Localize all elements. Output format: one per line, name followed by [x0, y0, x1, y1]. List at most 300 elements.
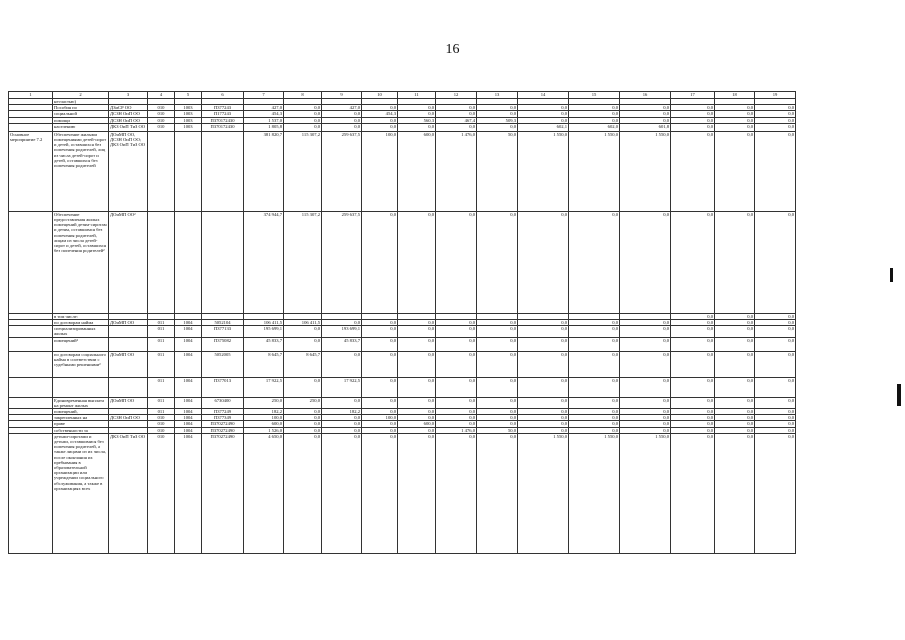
table-cell: собственности за [53, 427, 109, 433]
table-cell: 100,0 [362, 131, 398, 211]
table-cell: 0,0 [518, 211, 569, 313]
table-cell: в том числе: [53, 313, 109, 319]
table-cell: 0,0 [284, 117, 322, 123]
table-cell: 1003 [175, 117, 202, 123]
table-cell: 0,0 [671, 337, 715, 351]
table-cell: 0,0 [284, 377, 322, 397]
table-cell [148, 131, 175, 211]
table-cell: 0,0 [322, 427, 362, 433]
column-header: 15 [569, 92, 620, 99]
table-cell: 4 650,0 [244, 433, 284, 553]
table-cell: П377013 [202, 377, 244, 397]
table-cell: 0,0 [284, 409, 322, 415]
table-cell: 0,0 [671, 377, 715, 397]
table-cell: 011 [148, 337, 175, 351]
table-cell: 0,0 [518, 111, 569, 117]
table-cell: 0,0 [671, 313, 715, 319]
column-header: 13 [477, 92, 518, 99]
table-cell: 0,0 [436, 415, 477, 421]
table-cell: 010 [148, 427, 175, 433]
table-cell: 0,0 [715, 117, 755, 123]
table-cell: 0,0 [398, 409, 436, 415]
table-cell [53, 377, 109, 397]
table-cell: 0,0 [715, 409, 755, 415]
table-cell: 011 [148, 409, 175, 415]
table-cell: 601,8 [620, 123, 671, 131]
table-cell: 6730400 [202, 397, 244, 408]
table-cell: 8 645,7 [244, 351, 284, 377]
table-cell: 0,0 [569, 337, 620, 351]
table-cell: 0,0 [620, 320, 671, 326]
table-cell: 600,0 [244, 421, 284, 427]
table-cell: 0,0 [569, 320, 620, 326]
table-cell: 0,0 [620, 111, 671, 117]
table-cell: 1 550,0 [569, 131, 620, 211]
table-cell: 381 820,7 [244, 131, 284, 211]
table-cell: 0,0 [755, 415, 796, 421]
table-cell: 1003 [175, 105, 202, 111]
table-cell: П370172430 [202, 117, 244, 123]
column-header: 18 [715, 92, 755, 99]
table-cell: 010 [148, 415, 175, 421]
column-header: 19 [755, 92, 796, 99]
table-cell [9, 351, 53, 377]
table-cell: 0,0 [620, 409, 671, 415]
table-cell: 010 [148, 123, 175, 131]
table-cell: 0,0 [436, 320, 477, 326]
table-cell: 0,0 [755, 427, 796, 433]
table-cell: закрепленных на [53, 415, 109, 421]
table-cell: 0,0 [477, 123, 518, 131]
table-cell: 600,0 [398, 131, 436, 211]
table-cell: 50,0 [477, 427, 518, 433]
table-cell: 0,0 [671, 105, 715, 111]
table-cell: 1 550,0 [518, 433, 569, 553]
table-cell: 0,0 [322, 123, 362, 131]
table-cell: ДКЗ ОиП ТиЗ ОО [109, 123, 148, 131]
table-cell: 0,0 [715, 433, 755, 553]
table-cell: 0,0 [284, 326, 322, 337]
table-cell: 0,0 [436, 377, 477, 397]
table-cell: 0,0 [620, 211, 671, 313]
table-cell: 0,0 [671, 421, 715, 427]
table-cell: 0,0 [398, 105, 436, 111]
table-cell: 1 537,0 [244, 117, 284, 123]
table-cell: 1003 [175, 111, 202, 117]
table-cell: 106 411,5 [284, 320, 322, 326]
table-cell: социальной [53, 111, 109, 117]
table-cell: 011 [148, 351, 175, 377]
table-cell: 010 [148, 105, 175, 111]
table-cell: помощи [53, 117, 109, 123]
table-cell [202, 131, 244, 211]
table-cell: П377243 [202, 105, 244, 111]
table-cell: 0,0 [436, 123, 477, 131]
table-row [9, 351, 796, 377]
table-cell: 0,0 [671, 409, 715, 415]
table-cell: 0,0 [362, 326, 398, 337]
table-cell: 0,0 [620, 415, 671, 421]
table-cell: ДОиМП ОО, ДСЗН ОиП ОО; ДКЗ ОиП ТиЗ ОО [109, 131, 148, 211]
table-cell: 602,1 [518, 123, 569, 131]
table-cell: 0,0 [284, 105, 322, 111]
table-cell: 0,0 [755, 421, 796, 427]
table-cell: 0,0 [569, 211, 620, 313]
table-cell: 0,0 [569, 421, 620, 427]
table-cell: 600,0 [398, 421, 436, 427]
table-cell: 0,0 [477, 111, 518, 117]
table-row [9, 326, 796, 337]
table-cell: 1004 [175, 433, 202, 553]
table-cell: 0,0 [362, 351, 398, 377]
table-cell: 0,0 [569, 397, 620, 408]
table-cell: 0,0 [569, 427, 620, 433]
table-cell: 0,0 [477, 326, 518, 337]
table-cell: 0,0 [398, 351, 436, 377]
table-cell [109, 326, 148, 337]
table-cell [175, 131, 202, 211]
table-cell: 250,0 [284, 397, 322, 408]
table-cell: 0,0 [518, 421, 569, 427]
table-cell: 0,0 [569, 326, 620, 337]
table-cell: 1003 [175, 123, 202, 131]
table-cell: 0,0 [477, 433, 518, 553]
table-cell: ДОиМП ОО [109, 397, 148, 408]
table-cell: 454,3 [362, 111, 398, 117]
table-cell: 0,0 [436, 111, 477, 117]
table-cell: 0,0 [755, 111, 796, 117]
table-cell: 1004 [175, 320, 202, 326]
table-cell: населению [53, 123, 109, 131]
table-cell: помещений, [53, 409, 109, 415]
table-cell: 0,0 [620, 337, 671, 351]
table-cell: 0,0 [436, 105, 477, 111]
table-cell: ДОиМП ОО [109, 351, 148, 377]
table-cell: 011 [148, 326, 175, 337]
table-cell: ДКЗ ОиП ТиЗ ОО [109, 433, 148, 553]
table-cell: 0,0 [755, 397, 796, 408]
table-cell: 5052005 [202, 351, 244, 377]
table-cell: 8 645,7 [284, 351, 322, 377]
table-cell: 0,0 [518, 326, 569, 337]
table-cell: 0,0 [715, 427, 755, 433]
table-cell: 106 411,5 [244, 320, 284, 326]
table-cell: 0,0 [362, 427, 398, 433]
table-cell: 0,0 [518, 351, 569, 377]
column-header: 7 [244, 92, 284, 99]
table-cell: 0,0 [755, 211, 796, 313]
table-cell: 0,0 [755, 351, 796, 377]
table-cell: П177243 [202, 111, 244, 117]
table-cell: по договорам найма [53, 320, 109, 326]
table-cell: 0,0 [362, 211, 398, 313]
table-cell: 0,0 [362, 421, 398, 427]
table-cell: 0,0 [322, 117, 362, 123]
table-cell: 0,0 [671, 326, 715, 337]
table-cell: 0,0 [755, 377, 796, 397]
table-cell: 259 637,5 [322, 211, 362, 313]
table-cell: 0,0 [398, 123, 436, 131]
table-cell: 0,0 [284, 415, 322, 421]
table-row [9, 123, 796, 131]
table-cell: 0,0 [569, 377, 620, 397]
table-cell: 0,0 [715, 123, 755, 131]
table-cell: 0,0 [518, 397, 569, 408]
table-cell: 0,0 [671, 320, 715, 326]
table-cell: 0,0 [671, 415, 715, 421]
table-cell: 0,0 [436, 351, 477, 377]
table-cell: 374 944,7 [244, 211, 284, 313]
table-cell: Единовременная выплата на ремонт жилых [53, 397, 109, 408]
table-cell: 010 [148, 433, 175, 553]
table-cell: 0,0 [322, 415, 362, 421]
table-cell: 0,0 [671, 131, 715, 211]
table-cell: 0,0 [755, 337, 796, 351]
table-row [9, 131, 796, 211]
table-cell: 0,0 [715, 211, 755, 313]
table-cell: 0,0 [398, 377, 436, 397]
table-cell: 0,0 [477, 409, 518, 415]
table-cell: 0,0 [715, 326, 755, 337]
table-cell: 1 550,0 [620, 131, 671, 211]
table-cell: 182,2 [322, 409, 362, 415]
table-cell: П377133 [202, 326, 244, 337]
table-cell: 0,0 [715, 105, 755, 111]
table-cell: 0,0 [477, 377, 518, 397]
table-cell: 0,0 [362, 105, 398, 111]
table-cell: 0,0 [284, 427, 322, 433]
column-header: 16 [620, 92, 671, 99]
column-header: 9 [322, 92, 362, 99]
table-cell: 0,0 [398, 326, 436, 337]
table-cell: 17 922,5 [322, 377, 362, 397]
table-cell: 0,0 [518, 337, 569, 351]
table-cell: 0,0 [398, 320, 436, 326]
table-cell: 259 637,5 [322, 131, 362, 211]
table-cell [9, 433, 53, 553]
column-header: 1 [9, 92, 53, 99]
table-cell: 0,0 [715, 313, 755, 319]
table-cell: 0,0 [620, 351, 671, 377]
table-cell: 509,3 [477, 117, 518, 123]
table-cell [9, 397, 53, 408]
table-cell [9, 337, 53, 351]
table-cell: 0,0 [671, 427, 715, 433]
column-header: 3 [109, 92, 148, 99]
table-cell: 0,0 [715, 111, 755, 117]
table-cell: 0,0 [477, 105, 518, 111]
table-cell: 5052104 [202, 320, 244, 326]
table-cell: 1004 [175, 409, 202, 415]
table-cell: 1004 [175, 326, 202, 337]
table-cell [175, 211, 202, 313]
table-cell: 115 307,2 [284, 211, 322, 313]
table-cell: 0,0 [284, 433, 322, 553]
table-cell [148, 211, 175, 313]
table-cell: 0,0 [436, 397, 477, 408]
table-cell: 0,0 [715, 320, 755, 326]
header-row [9, 92, 796, 99]
table-cell: 0,0 [477, 351, 518, 377]
table-cell: 193 699,1 [322, 326, 362, 337]
table-cell: 0,0 [362, 320, 398, 326]
table-cell: 0,0 [620, 117, 671, 123]
table-cell: 0,0 [569, 111, 620, 117]
table-cell: 0,0 [284, 337, 322, 351]
table-cell: 1 476,0 [436, 131, 477, 211]
column-header: 14 [518, 92, 569, 99]
table-cell: 0,0 [518, 415, 569, 421]
table-cell: несчастью) [53, 99, 109, 105]
table-cell: 0,0 [755, 326, 796, 337]
table-cell: 0,0 [436, 421, 477, 427]
table-cell: 115 307,2 [284, 131, 322, 211]
table-cell: 0,0 [715, 415, 755, 421]
table-cell: 0,0 [569, 415, 620, 421]
table-cell: 100,0 [244, 415, 284, 421]
table-cell: 0,0 [398, 433, 436, 553]
table-cell: 0,0 [715, 337, 755, 351]
table-cell: 0,0 [477, 421, 518, 427]
table-cell: 0,0 [755, 313, 796, 319]
table-cell: 250,0 [244, 397, 284, 408]
table-cell: 1 550,0 [620, 433, 671, 553]
table-cell: 1004 [175, 337, 202, 351]
table-row [9, 397, 796, 408]
table-cell: 0,0 [398, 397, 436, 408]
table-cell: 010 [148, 421, 175, 427]
table-cell: ДОиМП ОО² [109, 211, 148, 313]
table-cell: ДЗиСР ОО [109, 105, 148, 111]
table-cell: 0,0 [362, 377, 398, 397]
table-cell: 0,0 [569, 409, 620, 415]
table-cell: 0,0 [518, 320, 569, 326]
column-header: 2 [53, 92, 109, 99]
table-cell: 602,0 [569, 123, 620, 131]
table-cell: 454,3 [244, 111, 284, 117]
table-cell: ДСЗН ОиП ОО [109, 117, 148, 123]
column-header: 5 [175, 92, 202, 99]
table-cell: 0,0 [436, 337, 477, 351]
table-cell: 50,0 [477, 131, 518, 211]
table-cell: 0,0 [322, 320, 362, 326]
table-cell: 0,0 [284, 421, 322, 427]
table-cell: 45 833,7 [322, 337, 362, 351]
table-cell: ДОиМП ОО [109, 320, 148, 326]
table-cell: 0,0 [477, 415, 518, 421]
table-cell: 0,0 [518, 377, 569, 397]
table-cell: 1004 [175, 427, 202, 433]
table-cell: 1004 [175, 397, 202, 408]
table-cell: праве [53, 421, 109, 427]
table-row [9, 433, 796, 553]
table-cell: 0,0 [322, 421, 362, 427]
table-cell: 0,0 [518, 105, 569, 111]
table-cell: 1004 [175, 377, 202, 397]
table-cell: 0,0 [362, 409, 398, 415]
column-header: 11 [398, 92, 436, 99]
column-header: 8 [284, 92, 322, 99]
table-cell: 17 922,5 [244, 377, 284, 397]
table-cell: 1004 [175, 415, 202, 421]
column-header: 12 [436, 92, 477, 99]
table-cell: 0,0 [436, 433, 477, 553]
table-cell: 0,0 [755, 409, 796, 415]
table-cell: 0,0 [671, 211, 715, 313]
table-cell: 0,0 [755, 117, 796, 123]
table-cell: 011 [148, 377, 175, 397]
table-cell: 100,0 [362, 415, 398, 421]
table-cell: 1 476,0 [436, 427, 477, 433]
table-cell: П377249 [202, 409, 244, 415]
table-cell: 0,0 [620, 427, 671, 433]
table-cell: 1004 [175, 421, 202, 427]
table-cell: 0,0 [620, 421, 671, 427]
table-cell: 0,0 [671, 111, 715, 117]
table-cell: 0,0 [398, 415, 436, 421]
table-cell [109, 377, 148, 397]
table-cell: ДСЗН ОиП ОО [109, 111, 148, 117]
table-cell: 0,0 [620, 105, 671, 111]
table-row [9, 377, 796, 397]
table-cell: 0,0 [715, 397, 755, 408]
table-cell: 0,0 [518, 117, 569, 123]
table-cell: 0,0 [755, 105, 796, 111]
column-header: 6 [202, 92, 244, 99]
table-cell: 0,0 [362, 117, 398, 123]
table-cell: 0,0 [715, 377, 755, 397]
table-cell: 0,0 [671, 117, 715, 123]
table-cell: 1 550,0 [569, 433, 620, 553]
table-cell: 0,0 [569, 105, 620, 111]
table-cell: 0,0 [518, 409, 569, 415]
table-cell: 0,0 [398, 337, 436, 351]
table-row [9, 211, 796, 313]
table-cell: 1004 [175, 351, 202, 377]
table-cell: 0,0 [755, 123, 796, 131]
table-cell: 0,0 [322, 397, 362, 408]
table-cell: 467,4 [436, 117, 477, 123]
table-cell: Обеспечение предоставления жилых помещений детям-сиротам и детям, оставшимся без попечения родителей, лицам из числа детей-сирот и детей, оставшихся без попечения родителей² [53, 211, 109, 313]
column-header: 17 [671, 92, 715, 99]
table-cell: П370272490 [202, 427, 244, 433]
table-cell: 011 [148, 397, 175, 408]
table-cell: 0,0 [477, 397, 518, 408]
table-cell: 0,0 [755, 320, 796, 326]
table-cell: 0,0 [569, 351, 620, 377]
table-cell: 0,0 [518, 427, 569, 433]
table-cell: 182,2 [244, 409, 284, 415]
table-cell: 0,0 [362, 337, 398, 351]
table-cell: 1 805,8 [244, 123, 284, 131]
table-cell: 0,0 [284, 111, 322, 117]
table-row [9, 337, 796, 351]
table-cell [9, 326, 53, 337]
table-cell: 0,0 [671, 123, 715, 131]
table-cell: по договорам социального найма в соответствии с судебными решениями³ [53, 351, 109, 377]
table-cell: детьми-сиротами и детьми, оставшимися без попечения родителей, а также лицами из их числа, после окончания их пребывания в образовательной организации или учреждении социального обслуживания, а также в организациях всех [53, 433, 109, 553]
table-cell: 560,3 [398, 117, 436, 123]
table-cell: 0,0 [322, 111, 362, 117]
table-cell: 010 [148, 111, 175, 117]
table-cell: 010 [148, 117, 175, 123]
table-cell [9, 123, 53, 131]
table-cell: 0,0 [671, 351, 715, 377]
table-cell: П370172430 [202, 123, 244, 131]
table-cell: 0,0 [620, 377, 671, 397]
table-cell: 0,0 [715, 351, 755, 377]
table-cell: 1 526,0 [244, 427, 284, 433]
